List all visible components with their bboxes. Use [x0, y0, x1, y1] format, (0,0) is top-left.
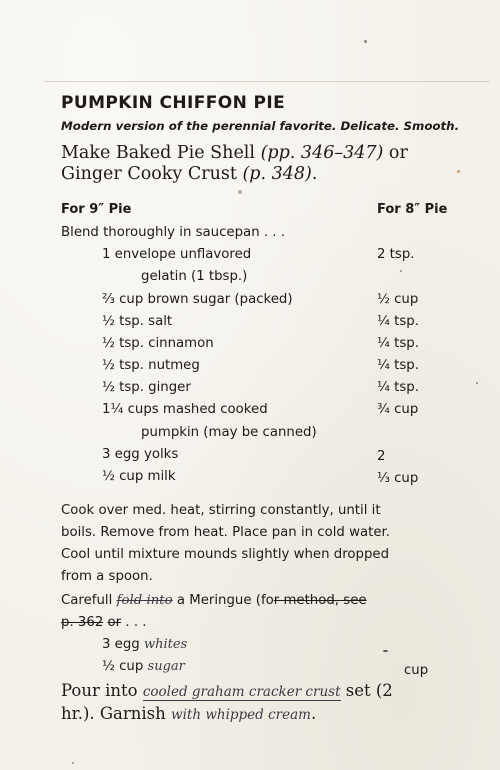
- ingredient-salt: ½ tsp. salt: [102, 314, 173, 329]
- method-line-2: boils. Remove from heat. Place pan in cold water.: [61, 525, 390, 540]
- garnish-handwritten: with whipped cream: [171, 707, 311, 723]
- fold-struck-page: p. 362: [61, 615, 104, 630]
- garnish-prefix: hr.). Garnish: [61, 704, 166, 723]
- column-header-8in: For 8″ Pie: [377, 202, 448, 217]
- pour-prefix: Pour into: [61, 681, 138, 700]
- garnish-period: .: [310, 704, 317, 723]
- ingredient-brown-sugar: ⅔ cup brown sugar (packed): [102, 292, 293, 307]
- fold-meringue: a Meringue (fo: [176, 593, 274, 608]
- method-line-1: Cook over med. heat, stirring constantly, until it: [61, 503, 381, 518]
- meringue-eggs-printed: 3 egg: [102, 637, 140, 652]
- meringue-sugar-printed: ½ cup: [102, 659, 144, 674]
- recipe-subtitle: Modern version of the perennial favorite. Delicate. Smooth.: [61, 119, 460, 133]
- paper-speck: [364, 40, 367, 43]
- intro-pie-shell: Make Baked Pie Shell: [61, 143, 255, 163]
- pour-set: set (2: [345, 681, 393, 700]
- paper-speck: [457, 170, 460, 173]
- meringue-sugar-8in: cup: [404, 663, 429, 678]
- ingredient-gelatin-cont: gelatin (1 tbsp.): [141, 269, 248, 284]
- intro-page-ref-2: (p. 348): [242, 164, 312, 184]
- intro-line-2: [61, 166, 317, 184]
- ingredient-nutmeg-8in: ¼ tsp.: [377, 358, 419, 373]
- blend-instruction: Blend thoroughly in saucepan . . .: [61, 225, 285, 240]
- paper-speck: [72, 762, 74, 764]
- paper-speck: [383, 650, 388, 652]
- pour-handwritten: cooled graham cracker crust: [142, 684, 341, 700]
- top-divider: [44, 81, 490, 82]
- meringue-eggs: [102, 638, 187, 651]
- intro-period: .: [311, 164, 318, 184]
- method-line-3: Cool until mixture mounds slightly when dropped: [61, 547, 390, 562]
- ingredient-pumpkin-cont: pumpkin (may be canned): [141, 425, 317, 440]
- ingredient-egg-yolks-8in: 2: [377, 449, 386, 464]
- ingredient-pumpkin: 1¼ cups mashed cooked: [102, 402, 268, 417]
- ingredient-gelatin-8in: 2 tsp.: [377, 247, 415, 262]
- fold-line-2: [61, 616, 147, 629]
- meringue-sugar: [102, 660, 185, 673]
- garnish-line: [61, 706, 316, 723]
- paper-speck: [476, 382, 478, 384]
- ingredient-brown-sugar-8in: ½ cup: [377, 292, 419, 307]
- ingredient-ginger: ½ tsp. ginger: [102, 380, 191, 395]
- fold-struck: fold into: [116, 593, 173, 608]
- fold-line: [61, 594, 367, 607]
- ingredient-cinnamon: ½ tsp. cinnamon: [102, 336, 214, 351]
- meringue-eggs-handwritten: whites: [143, 637, 188, 652]
- ingredient-milk-8in: ⅓ cup: [377, 471, 419, 486]
- ingredient-gelatin: 1 envelope unflavored: [102, 247, 252, 262]
- ingredient-ginger-8in: ¼ tsp.: [377, 380, 419, 395]
- paper-speck: [400, 270, 402, 272]
- fold-ellipsis: . . .: [125, 615, 147, 630]
- ingredient-egg-yolks: 3 egg yolks: [102, 447, 179, 462]
- paper-speck: [238, 190, 242, 194]
- intro-line-1: [61, 145, 408, 163]
- ingredient-pumpkin-8in: ¾ cup: [377, 402, 419, 417]
- intro-or: or: [388, 143, 408, 163]
- intro-ginger-crust: Ginger Cooky Crust: [61, 164, 237, 184]
- fold-struck-method: r method, see: [273, 593, 367, 608]
- fold-prefix: Carefull: [61, 593, 113, 608]
- column-header-9in: For 9″ Pie: [61, 202, 132, 217]
- meringue-sugar-handwritten: sugar: [147, 659, 185, 674]
- ingredient-cinnamon-8in: ¼ tsp.: [377, 336, 419, 351]
- ingredient-milk: ½ cup milk: [102, 469, 176, 484]
- intro-page-ref-1: (pp. 346–347): [260, 143, 384, 163]
- method-line-4: from a spoon.: [61, 569, 153, 584]
- ingredient-salt-8in: ¼ tsp.: [377, 314, 419, 329]
- recipe-title: PUMPKIN CHIFFON PIE: [61, 93, 286, 113]
- ingredient-nutmeg: ½ tsp. nutmeg: [102, 358, 200, 373]
- pour-line: [61, 683, 393, 700]
- fold-struck-or: or: [107, 615, 122, 630]
